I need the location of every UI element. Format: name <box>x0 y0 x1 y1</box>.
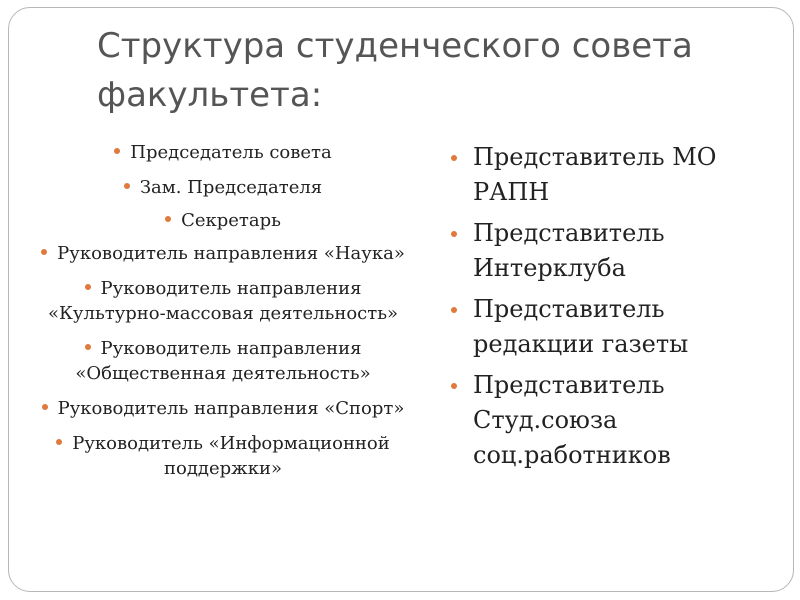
list-item-text: Руководитель направления «Общественная деятельность» <box>75 338 371 384</box>
list-item-text: Руководитель направления «Культурно-массовая деятельность» <box>47 278 399 324</box>
list-item <box>29 208 417 233</box>
slide-title: Структура студенческого совета факультета: <box>97 26 693 115</box>
bullet-icon <box>451 231 457 237</box>
bullet-icon <box>451 383 457 389</box>
list-item-text: Представитель редакции газеты <box>473 295 689 358</box>
bullet-icon <box>56 439 62 445</box>
list-item <box>29 276 417 326</box>
list-item-text: Представитель МО РАПН <box>473 143 717 206</box>
list-item <box>29 241 417 266</box>
list-item-text: Зам. Председателя <box>139 177 323 198</box>
list-item-text: Руководитель направления «Спорт» <box>57 398 405 419</box>
bullet-icon <box>41 249 47 255</box>
list-item-text: Руководитель направления «Наука» <box>57 243 405 264</box>
list-item <box>449 292 739 362</box>
list-item <box>29 336 417 386</box>
list-item-text: Руководитель «Информационной поддержки» <box>72 433 390 479</box>
right-bullet-list <box>449 140 739 479</box>
list-item-text: Представитель Студ.союза соц.работников <box>473 371 671 469</box>
bullet-icon <box>85 284 91 290</box>
list-item-text: Председатель совета <box>130 142 332 163</box>
list-item <box>29 431 417 481</box>
list-item-text: Секретарь <box>181 210 281 231</box>
bullet-icon <box>114 148 120 154</box>
bullet-icon <box>124 183 130 189</box>
list-item <box>29 396 417 421</box>
list-item <box>449 216 739 286</box>
bullet-icon <box>451 155 457 161</box>
bullet-icon <box>85 344 91 350</box>
list-item-text: Представитель Интерклуба <box>473 219 665 282</box>
list-item <box>29 140 417 165</box>
list-item <box>29 175 417 200</box>
left-bullet-list <box>29 140 417 491</box>
bullet-icon <box>42 404 48 410</box>
bullet-icon <box>165 216 171 222</box>
list-item <box>449 368 739 473</box>
slide-frame <box>8 7 794 592</box>
bullet-icon <box>451 307 457 313</box>
list-item <box>449 140 739 210</box>
